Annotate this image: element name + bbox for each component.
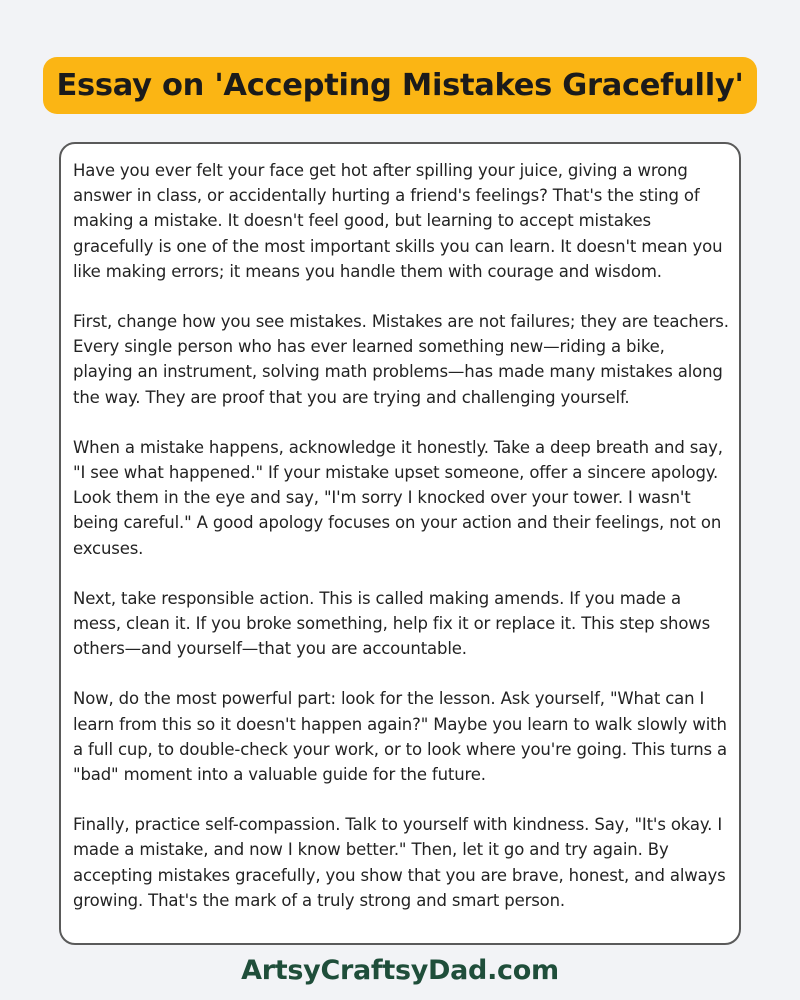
essay-paragraph-3: When a mistake happens, acknowledge it honestly. Take a deep breath and say, "I see what happened." If your mistake upset someone, offer a sincere apology. Look them in the eye and say, "I'm sorry I knocked over your tower. I wasn't being careful." A good apology focuses on your action and their feelings, not on excuses. [73, 437, 723, 558]
site-footer-brand: ArtsyCraftsyDad.com [241, 955, 559, 986]
essay-paragraph-5: Now, do the most powerful part: look for the lesson. Ask yourself, "What can I learn from this so it doesn't happen again?" Maybe you learn to walk slowly with a full cup, to double-check your work, or to look where you're going. This turns a "bad" moment into a valuable guide for the future. [73, 689, 728, 785]
essay-paragraph-1: Have you ever felt your face get hot after spilling your juice, giving a wrong answer in class, or accidentally hurting a friend's feelings? That's the sting of making a mistake. It doesn't feel good, but learning to accept mistakes gracefully is one of the most important skills you can learn. It doesn't mean you like making errors; it means you handle them with courage and wisdom. [73, 161, 723, 281]
page-title: Essay on 'Accepting Mistakes Gracefully' [43, 57, 758, 114]
essay-paragraph-4: Next, take responsible action. This is called making amends. If you made a mess, clean it. If you broke something, help fix it or replace it. This step shows others—and yourself—that you are accountable. [73, 588, 711, 659]
essay-card [59, 142, 741, 945]
essay-paragraph-6: Finally, practice self-compassion. Talk to yourself with kindness. Say, "It's okay. I made a mistake, and now I know better." Then, let it go and try again. By accepting mistakes gracefully, you show that you are brave, honest, and always growing. That's the mark of a truly strong and smart person. [73, 815, 726, 910]
title-banner [0, 57, 800, 114]
essay-paragraph-2: First, change how you see mistakes. Mistakes are not failures; they are teachers. Every single person who has ever learned something new—riding a bike, playing an instrument, solving math problems—has made many mistakes along the way. They are proof that you are trying and challenging yourself. [73, 312, 729, 407]
